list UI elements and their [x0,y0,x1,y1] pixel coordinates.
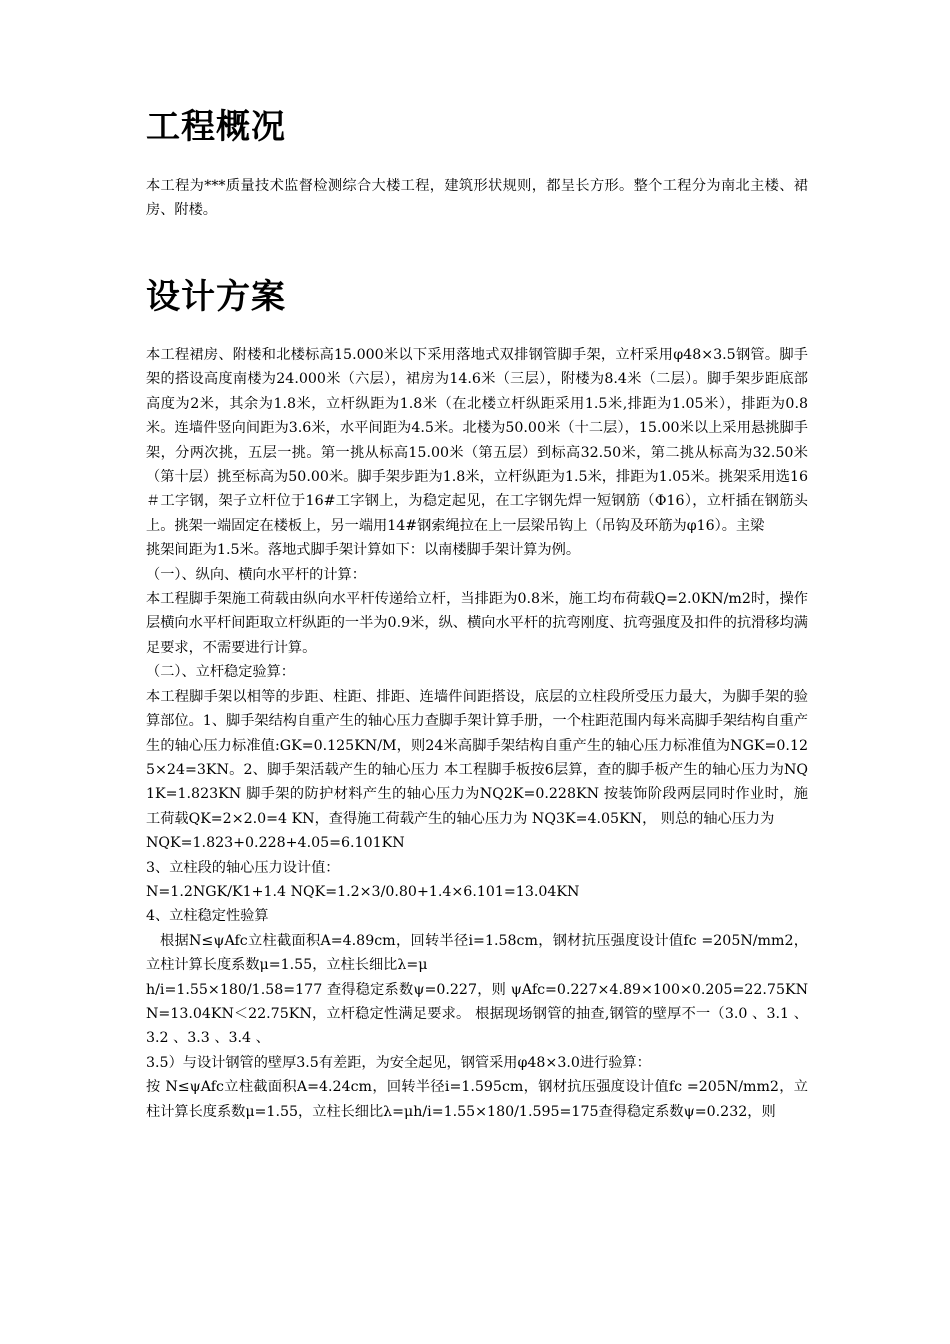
overview-paragraph: 本工程为***质量技术监督检测综合大楼工程，建筑形状规则，都呈长方形。整个工程分为南北主楼、裙房、附楼。 [146,178,808,219]
section-2-total-load: NQK=1.823+0.228+4.05=6.101KN [146,835,405,852]
item-4-paragraph-c: 3.5）与设计钢管的壁厚3.5有差距，为安全起见，钢管采用φ48×3.0进行验算： [146,1054,651,1071]
section-2-paragraph: 本工程脚手架以相等的步距、柱距、排距、连墙件间距搭设，底层的立柱段所受压力最大，为脚手架的验算部位。1、脚手架结构自重产生的轴心压力查脚手架计算手册，一个柱距范围内每米高脚手架结构自重产生的轴心压力标准值:GK=0.125KN/M，则24米高脚手架结构自重产生的轴心压力标准值为NGK=0.125×24=3KN。2、脚手架活载产生的轴心压力 本工程脚手板按6层算，查的脚手板产生的轴心压力为NQ1K=1.823KN 脚手架的防护材料产生的轴心压力为NQ2K=0.228KN 按装饰阶段两层同时作业时，施工荷载QK=2×2.0=4 KN，查得施工荷载产生的轴心压力为 NQ3K=4.05KN， 则总的轴心压力为 [146,688,808,827]
heading-project-overview: 工程概况 [146,107,286,147]
section-1-title: （一）、纵向、横向水平杆的计算： [146,566,366,583]
item-4-paragraph-a: 根据N≤ψAfc立柱截面积A=4.89cm，回转半径i=1.58cm，钢材抗压强度设计值fc =205N/mm2，立柱计算长度系数μ=1.55，立柱长细比λ=μ [146,932,808,974]
design-intro-paragraph: 本工程裙房、附楼和北楼标高15.000米以下采用落地式双排钢管脚手架，立杆采用φ48×3.5钢管。脚手架的搭设高度南楼为24.000米（六层），裙房为14.6米（三层），附楼为8.4米（二层）。脚手架步距底部高度为2米，其余为1.8米，立杆纵距为1.8米（在北楼立杆纵距采用1.5米,排距为1.05米），排距为0.8米。连墙件竖向间距为3.6米，水平间距为4.5米。北楼为50.00米（十二层），15.00米以上采用悬挑脚手架，分两次挑，五层一挑。第一挑从标高15.00米（第五层）到标高32.50米，第二挑从标高为32.50米（第十层）挑至标高为50.00米。脚手架步距为1.8米，立杆纵距为1.5米，排距为1.05米。挑架采用选16＃工字钢，架子立杆位于16#工字钢上，为稳定起见，在工字钢先焊一短钢筋（Φ16），立杆插在钢筋头上。挑架一端固定在楼板上，另一端用14#钢索绳拉在上一层梁吊钩上（吊钩及环筋为φ16）。主梁 [146,347,808,534]
design-intro-paragraph-2: 挑架间距为1.5米。落地式脚手架计算如下：以南楼脚手架计算为例。 [146,542,581,559]
item-4-title: 4、立柱稳定性验算 [146,908,269,925]
item-3-title: 3、立柱段的轴心压力设计值： [146,859,340,876]
overview-section [146,174,808,223]
heading-design-plan: 设计方案 [146,277,286,317]
item-4-paragraph-b: h/i=1.55×180/1.58=177 查得稳定系数ψ=0.227，则 ψAfc=0.227×4.89×100×0.205=22.75KN N=13.04KN＜22.75KN，立杆稳定性满足要求。 根据现场钢管的抽查,钢管的壁厚不一（3.0 、3.1 、3.2 、3.3 、3.4 、 [146,981,808,1047]
item-3-formula: N=1.2NGK/K1+1.4 NQK=1.2×3/0.80+1.4×6.101=13.04KN [146,883,580,900]
section-1-paragraph: 本工程脚手架施工荷载由纵向水平杆传递给立杆，当排距为0.8米，施工均布荷载Q=2.0KN/m2时，操作层横向水平杆间距取立杆纵距的一半为0.9米，纵、横向水平杆的抗弯刚度、抗弯强度及扣件的抗滑移均满足要求，不需要进行计算。 [146,591,808,656]
section-2-title: （二）、立杆稳定验算： [146,664,295,681]
item-4-paragraph-d: 按 N≤ψAfc立柱截面积A=4.24cm，回转半径i=1.595cm，钢材抗压强度设计值fc =205N/mm2，立柱计算长度系数μ=1.55，立柱长细比λ=μh/i=1.55×180/1.595=175查得稳定系数ψ=0.232，则 [146,1079,808,1120]
design-section [146,343,808,1124]
